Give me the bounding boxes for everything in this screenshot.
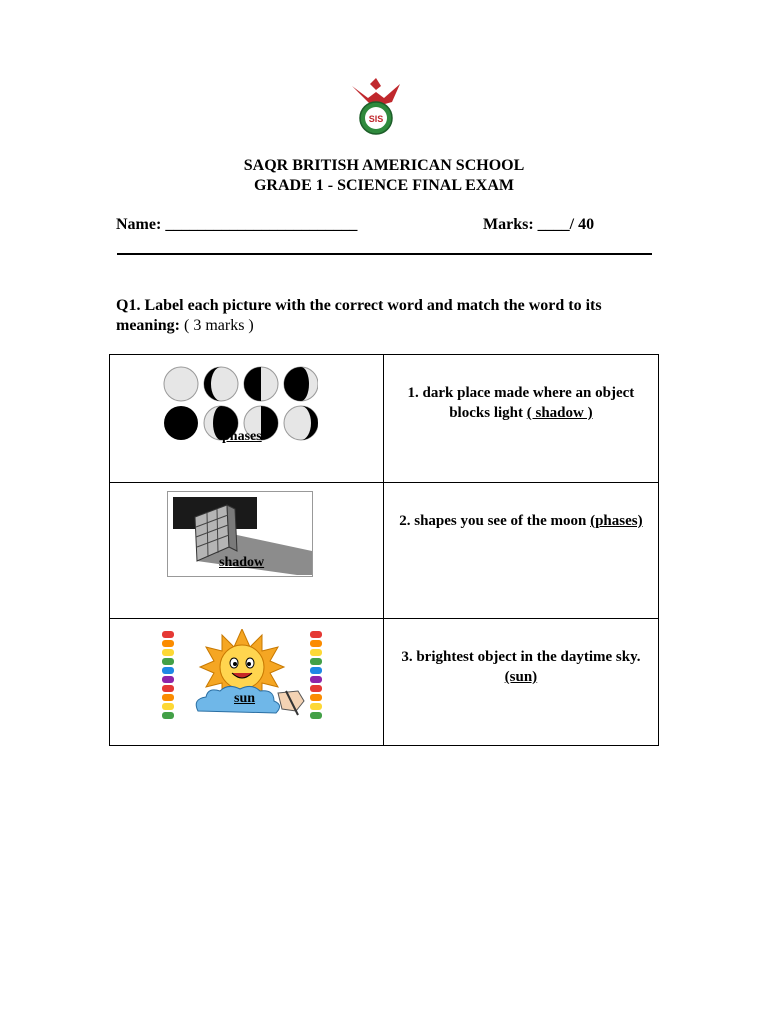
question-text: Q1. Label each picture with the correct word and match the word to its meaning: (116, 297, 602, 334)
picture-cell-sun (110, 619, 384, 746)
school-logo (348, 76, 404, 138)
school-name: SAQR BRITISH AMERICAN SCHOOL (243, 157, 525, 174)
question-1 (116, 296, 656, 336)
picture-label-sun: sun (234, 691, 256, 706)
crayon-border-right (310, 631, 322, 719)
marks-field-label: Marks: ____/ 40 (483, 216, 595, 233)
picture-cell-phases (110, 355, 384, 483)
meaning-number-2: 2. (399, 513, 411, 529)
meaning-text-2: shapes you see of the moon (414, 513, 587, 529)
table-row (110, 619, 659, 746)
meaning-number-3: 3. (401, 649, 413, 665)
meaning-cell-1 (383, 355, 658, 483)
question-marks: ( 3 marks ) (184, 317, 254, 334)
answer-2: (phases) (590, 513, 643, 529)
picture-cell-shadow (110, 483, 384, 619)
crayon-border-left (162, 631, 174, 719)
table-row (110, 355, 659, 483)
matching-table (109, 354, 659, 746)
exam-title: GRADE 1 - SCIENCE FINAL EXAM (253, 177, 515, 194)
name-field-label: Name: ________________________ (116, 216, 358, 233)
meaning-text-1: dark place made where an object blocks light (422, 385, 635, 421)
meaning-cell-3 (383, 619, 658, 746)
meaning-text-3: brightest object in the daytime sky. (416, 649, 641, 665)
answer-3: (sun) (504, 669, 538, 685)
meaning-number-1: 1. (407, 385, 419, 401)
picture-label-shadow: shadow (219, 555, 265, 570)
meaning-cell-2 (383, 483, 658, 619)
divider-line (117, 253, 652, 255)
table-row (110, 483, 659, 619)
logo-text: SIS (368, 114, 384, 124)
answer-1: ( shadow ) (526, 405, 593, 421)
picture-label-phases: phases (222, 429, 262, 444)
